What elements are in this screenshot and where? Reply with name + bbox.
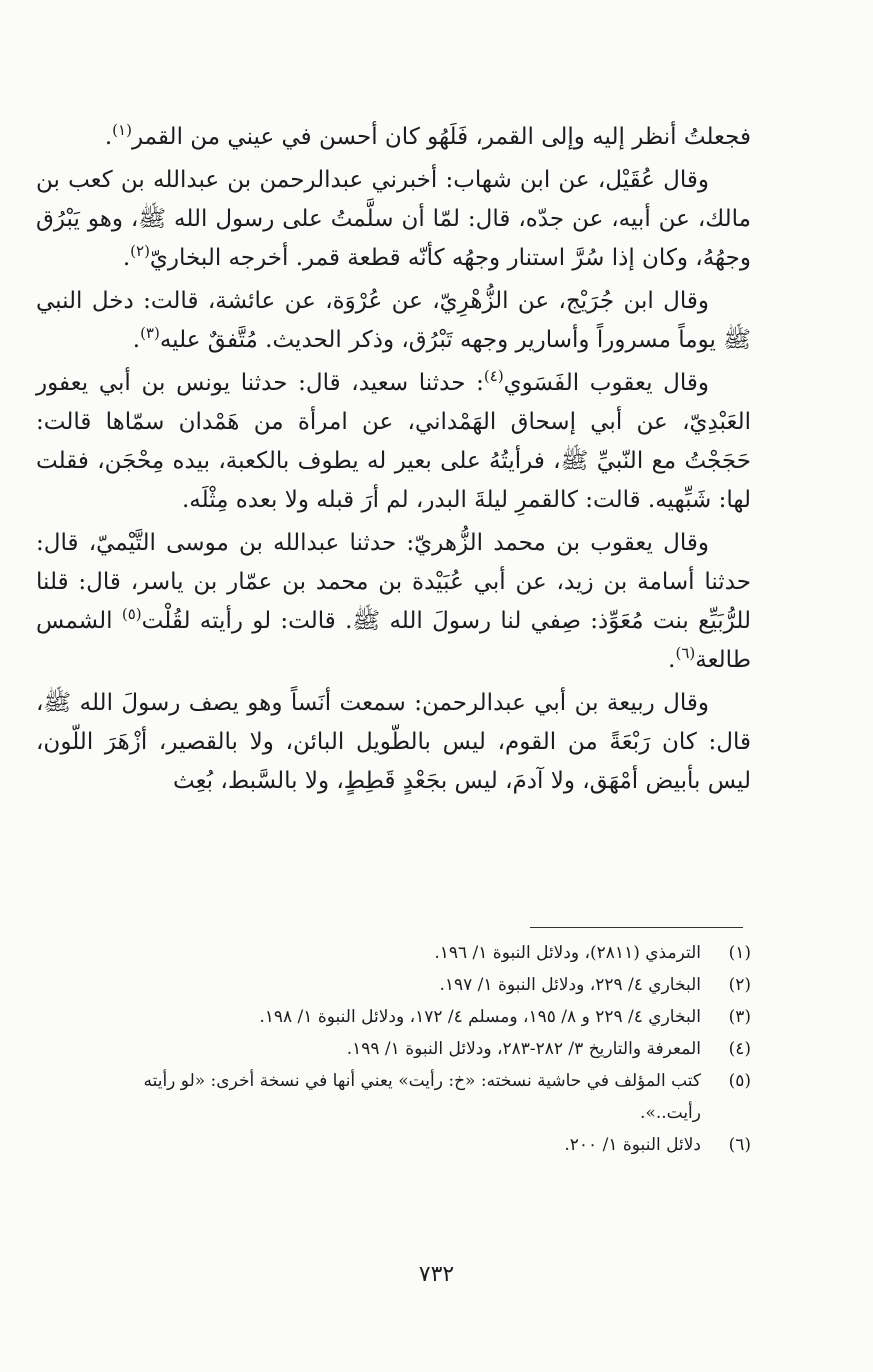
footnote-ref-1[interactable]: (١): [112, 121, 132, 139]
paragraph-2: [36, 161, 751, 278]
paragraph-1-end: .: [104, 124, 113, 150]
footnote-ref-4[interactable]: (٤): [483, 367, 504, 385]
paragraph-3-end: .: [132, 327, 141, 353]
footnote-number: (٥): [728, 1071, 751, 1091]
paragraph-5-text-a: وقال يعقوب بن محمد الزُّهريّ: حدثنا عبدالله بن موسى التَّيْميّ، قال: حدثنا أسامة بن زيد، عن أبي عُبَيْدة بن محمد بن عمّار بن ياسر، قال: قلنا للرُّبَيِّع بنت مُعَوِّذ: صِفي لنا رسولَ الله ﷺ. قالت: لو رأيته لقُلْت: [36, 530, 751, 634]
footnote-ref-3[interactable]: (٣): [140, 324, 160, 342]
paragraph-4: [36, 364, 751, 520]
footnote-number: (٦): [728, 1135, 751, 1155]
footnote-text: البخاري ٤/ ٢٢٩ و ٨/ ١٩٥، ومسلم ٤/ ١٧٢، ودلائل النبوة ١/ ١٩٨.: [259, 1007, 701, 1027]
paragraph-5: [36, 524, 751, 680]
footnote-text: دلائل النبوة ١/ ٢٠٠.: [564, 1135, 701, 1155]
footnote-number: (١): [728, 943, 751, 963]
paragraph-5-text-b: الشمس طالعة: [36, 608, 751, 673]
paragraph-6: [36, 684, 751, 801]
main-text: [36, 118, 751, 805]
footnote-text: البخاري ٤/ ٢٢٩، ودلائل النبوة ١/ ١٩٧.: [439, 975, 701, 995]
footnote-ref-5[interactable]: (٥): [121, 605, 142, 623]
footnote-divider: [530, 927, 743, 928]
footnote-2: [110, 969, 751, 1001]
page-number: ٧٣٢: [418, 1262, 455, 1287]
paragraph-3-text: وقال ابن جُرَيْج، عن الزُّهْرِيّ، عن عُرْوَة، عن عائشة، قالت: دخل النبي ﷺ يوماً مسروراً وأسارير وجهه تَبْرُق، وذكر الحديث. مُتَّفقٌ عليه: [36, 288, 751, 353]
footnote-text: المعرفة والتاريخ ٣/ ٢٨٢-٢٨٣، ودلائل النبوة ١/ ١٩٩.: [346, 1039, 701, 1059]
footnote-ref-6[interactable]: (٦): [675, 644, 696, 662]
footnote-1: [110, 937, 751, 969]
paragraph-5-end: .: [668, 647, 676, 673]
footnote-5: [110, 1065, 751, 1129]
paragraph-1-text: فجعلتُ أنظر إليه وإلى القمر، فَلَهُو كان أحسن في عيني من القمر: [131, 124, 751, 150]
footnote-ref-2[interactable]: (٢): [130, 242, 150, 260]
footnotes: [110, 937, 751, 1161]
paragraph-4-text-a: وقال يعقوب الفَسَوي: [503, 370, 709, 396]
paragraph-3: [36, 282, 751, 360]
footnote-text: كتب المؤلف في حاشية نسخته: «خ: رأيت» يعني أنها في نسخة أخرى: «لو رأيته رأيت..».: [143, 1071, 701, 1123]
paragraph-2-text: وقال عُقَيْل، عن ابن شهاب: أخبرني عبدالرحمن بن عبدالله بن كعب بن مالك، عن أبيه، عن جدّه، قال: لمّا أن سلَّمتُ على رسول الله ﷺ، وهو يَبْرُق وجهُهُ، وكان إذا سُرَّ استنار وجهُه كأنّه قطعة قمر. أخرجه البخاريّ: [36, 167, 751, 271]
paragraph-1: [36, 118, 751, 157]
footnote-3: [110, 1001, 751, 1033]
footnote-4: [110, 1033, 751, 1065]
paragraph-2-end: .: [122, 245, 131, 271]
footnote-number: (٢): [728, 975, 751, 995]
paragraph-4-text-b: : حدثنا سعيد، قال: حدثنا يونس بن أبي يعفور العَبْدِيّ، عن أبي إسحاق الهَمْداني، عن امرأة من هَمْدان سمّاها قالت: حَجَجْتُ مع النّبيِّ ﷺ، فرأيتُهُ على بعير له يطوف بالكعبة، بيده مِحْجَن، فقلت لها: شَبِّهيه. قالت: كالقمرِ ليلةَ البدر، لم أرَ قبله ولا بعده مِثْلَه.: [36, 370, 751, 513]
footnote-number: (٤): [728, 1039, 751, 1059]
footnote-text: الترمذي (٢٨١١)، ودلائل النبوة ١/ ١٩٦.: [434, 943, 701, 963]
footnote-number: (٣): [728, 1007, 751, 1027]
paragraph-6-text: وقال ربيعة بن أبي عبدالرحمن: سمعت أنَساً وهو يصف رسولَ الله ﷺ، قال: كان رَبْعَةً من القوم، ليس بالطّويل البائن، ولا بالقصير، أزْهَرَ اللّون، ليس بأبيض أمْهَق، ولا آدمَ، ليس بجَعْدٍ قَطِطٍ، ولا بالسَّبط، بُعِث: [36, 690, 751, 794]
footnote-6: [110, 1129, 751, 1161]
